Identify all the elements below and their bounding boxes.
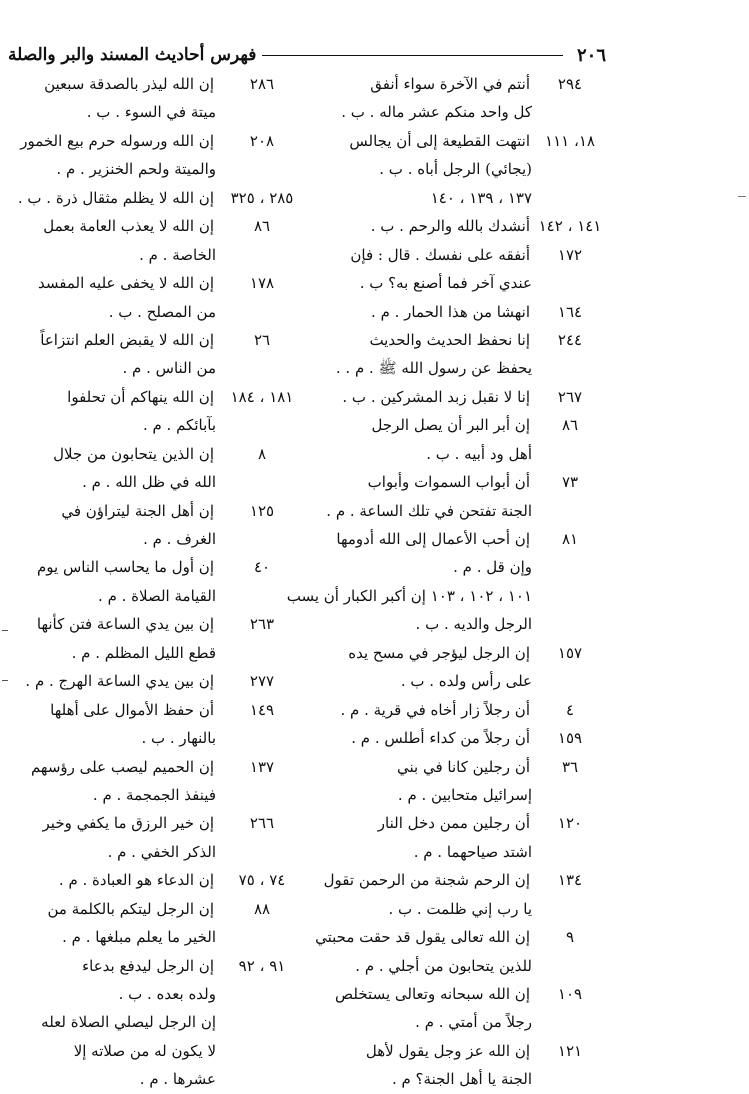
- entry-page-ref: [532, 354, 608, 382]
- entry-text: إن الله ينهاكم أن تحلفوا: [67, 387, 214, 406]
- entry-text: لا يكون له من صلاته إلا: [73, 1041, 216, 1060]
- entry-page-ref: [216, 1008, 308, 1036]
- entry-page-ref: ١٦٤: [557, 302, 583, 321]
- entry-page-ref: [532, 1008, 608, 1036]
- index-column-right: [286, 70, 608, 1094]
- entry-text: ١٣٧ ، ١٣٩ ، ١٤٠: [430, 188, 532, 207]
- entry-page-ref: [216, 1037, 308, 1065]
- margin-mark: [2, 630, 8, 631]
- entry-text: قطع الليل المظلم . م .: [71, 643, 216, 662]
- index-entry-line: [312, 923, 608, 951]
- entry-page-ref: ٨٨: [253, 899, 271, 918]
- entry-page-ref: [532, 610, 608, 638]
- entry-text: إن الرحم شجنة من الرحمن تقول: [323, 871, 530, 890]
- entry-text: أن رجلين كانا في بني: [396, 757, 530, 776]
- index-entry-line: [312, 326, 608, 354]
- entry-text: إن الله لا يعذب العامة بعمل: [43, 217, 214, 236]
- entry-text: ١٠١ ، ١٠٢ ، ١٠٣ إن أكبر الكبار أن يسب: [286, 586, 532, 605]
- entry-text: يحفظ عن رسول الله ﷺ . م . .: [335, 359, 532, 378]
- entry-text: إن الله تعالى يقول قد حقت محبتي: [315, 928, 530, 947]
- entry-page-ref: ١٨١ ، ١٨٤: [230, 387, 294, 406]
- entry-page-ref: [216, 724, 308, 752]
- entry-text: إن أحب الأعمال إلى الله أدومها: [336, 530, 530, 548]
- entry-page-ref: ٢٧٧: [249, 672, 275, 691]
- entry-text: انهشا من هذا الحمار . م .: [371, 302, 530, 321]
- entry-page-ref: [216, 468, 308, 496]
- entry-page-ref: ١٧٨: [249, 274, 275, 293]
- index-entry-line: [8, 895, 308, 923]
- entry-text: للذين يتحابون من أجلي . م .: [355, 956, 532, 975]
- entry-text: عندي آخر فما أصنع به؟ ب .: [359, 274, 532, 293]
- index-entry-line: [8, 696, 308, 724]
- entry-text: إن الرجل ليصلي الصلاة لعله: [41, 1013, 216, 1032]
- entry-page-ref: ١٤٩: [249, 700, 275, 719]
- entry-text: إنا نحفظ الحديث والحديث: [369, 330, 530, 349]
- entry-page-ref: [532, 155, 608, 183]
- entry-page-ref: [216, 582, 308, 610]
- entry-page-ref: ٢٨٥ ، ٣٢٥: [230, 188, 294, 207]
- index-entry-line: [312, 1065, 608, 1093]
- index-entry-line: [312, 127, 608, 155]
- index-entry-line: [8, 781, 308, 809]
- entry-text: كل واحد منكم عشر ماله . ب .: [341, 103, 532, 122]
- entry-text: إن الذين يتحابون من جلال: [53, 444, 214, 463]
- entry-text: أن أبواب السموات وأبواب: [367, 473, 530, 492]
- entry-text: إن الدعاء هو العبادة . م .: [58, 871, 214, 890]
- index-entry-line: [8, 610, 308, 638]
- entry-page-ref: [532, 553, 608, 581]
- index-entry-line: [312, 383, 608, 411]
- entry-text: إن الرجل ليدفع بدعاء: [82, 956, 214, 975]
- entry-page-ref: [216, 241, 308, 269]
- index-entry-line: [312, 952, 608, 980]
- entry-page-ref: ١٣٤: [557, 871, 583, 890]
- entry-page-ref: [216, 781, 308, 809]
- index-entry-line: [8, 952, 308, 980]
- index-entry-line: [312, 411, 608, 439]
- entry-page-ref: ١٨، ١١١: [545, 131, 595, 150]
- entry-page-ref: ٢٨٦: [249, 75, 275, 93]
- index-entry-line: [312, 468, 608, 496]
- index-entry-line: [8, 838, 308, 866]
- entry-page-ref: ١٧٢: [557, 245, 583, 264]
- index-entry-line: [8, 923, 308, 951]
- entry-page-ref: [532, 781, 608, 809]
- entry-page-ref: [216, 838, 308, 866]
- index-entry-line: [312, 525, 608, 553]
- index-entry-line: [8, 866, 308, 894]
- index-entry-line: [8, 468, 308, 496]
- index-entry-line: [8, 553, 308, 581]
- entry-text: إن أهل الجنة ليتراؤن في: [61, 501, 214, 520]
- index-entry-line: [8, 155, 308, 183]
- index-entry-line: [8, 724, 308, 752]
- entry-text: إن الله لا يظلم مثقال ذرة . ب .: [17, 188, 214, 207]
- entry-page-ref: ٨١: [561, 530, 579, 548]
- entry-page-ref: [216, 411, 308, 439]
- index-entry-line: [8, 1008, 308, 1036]
- index-entry-line: [312, 895, 608, 923]
- entry-page-ref: ٩: [565, 928, 575, 947]
- entry-text: أن رجلين ممن دخل النار: [377, 814, 530, 833]
- entry-text: أن حفظ الأموال على أهلها: [50, 700, 214, 719]
- entry-page-ref: ٢٩٤: [557, 75, 583, 93]
- index-entry-line: [8, 411, 308, 439]
- entry-text: (يجائي) الرجل أباه . ب .: [379, 160, 532, 179]
- entry-page-ref: [216, 298, 308, 326]
- index-entry-line: [8, 497, 308, 525]
- index-entry-line: [8, 241, 308, 269]
- index-entry-line: [312, 354, 608, 382]
- entry-text: عشرها . م .: [139, 1070, 216, 1089]
- index-entry-line: [8, 1037, 308, 1065]
- index-entry-line: [8, 582, 308, 610]
- entry-text: القيامة الصلاة . م .: [98, 586, 216, 605]
- entry-page-ref: ٢٦٣: [249, 615, 275, 634]
- entry-page-ref: ٨٦: [253, 217, 271, 236]
- entry-text: اشتد صياحهما . م .: [413, 842, 532, 861]
- index-entry-line: [312, 440, 608, 468]
- entry-text: إن أبر البر أن يصل الرجل: [371, 416, 530, 435]
- entry-page-ref: [216, 354, 308, 382]
- entry-page-ref: ١٤١ ، ١٤٢: [538, 217, 602, 236]
- entry-text: إن الحميم ليصب على رؤسهم: [30, 757, 214, 776]
- index-entry-line: [312, 298, 608, 326]
- header-rule: [262, 55, 563, 56]
- entry-text: إن أول ما يحاسب الناس يوم: [36, 558, 214, 577]
- index-entry-line: [312, 553, 608, 581]
- entry-page-ref: ١٢٥: [249, 501, 275, 520]
- entry-text: الله في ظل الله . م .: [82, 473, 216, 492]
- index-entry-line: [312, 155, 608, 183]
- index-entry-line: [8, 70, 308, 98]
- entry-text: الغرف . م .: [143, 530, 216, 548]
- index-entry-line: [312, 696, 608, 724]
- entry-text: يا رب إني ظلمت . ب .: [388, 899, 532, 918]
- margin-mark: [738, 196, 746, 197]
- entry-page-ref: [216, 155, 308, 183]
- entry-text: إن الرجل ليؤجر في مسح يده: [348, 643, 530, 662]
- entry-text: بالنهار . ب .: [141, 729, 216, 748]
- entry-page-ref: [216, 923, 308, 951]
- entry-text: أنفقه على نفسك . قال : فإن: [350, 245, 530, 264]
- entry-page-ref: ١٥٩: [557, 729, 583, 748]
- index-entry-line: [8, 269, 308, 297]
- index-entry-line: [8, 525, 308, 553]
- entry-page-ref: [532, 582, 608, 610]
- entry-text: أنتم في الآخرة سواء أنفق: [370, 75, 530, 93]
- index-entry-line: [8, 639, 308, 667]
- entry-text: إن الله لا يخفى عليه المفسد: [37, 274, 214, 293]
- index-entry-line: [312, 212, 608, 240]
- index-entry-line: [286, 582, 608, 610]
- entry-page-ref: [216, 1065, 308, 1093]
- entry-text: إن الله لا يقبض العلم انتزاعاً: [40, 330, 214, 349]
- entry-page-ref: [532, 1065, 608, 1093]
- entry-text: إن بين يدي الساعة الهرج . م .: [25, 672, 214, 691]
- entry-page-ref: [216, 639, 308, 667]
- entry-text: فينفذ الجمجمة . م .: [92, 785, 216, 804]
- index-entry-line: [312, 98, 608, 126]
- entry-text: انتهت القطيعة إلى أن يجالس: [349, 131, 530, 150]
- page-number: ٢٠٦: [576, 44, 606, 66]
- index-entry-line: [8, 212, 308, 240]
- running-title: فهرس أحاديث المسند والبر والصلة: [8, 45, 257, 65]
- entry-page-ref: ٣٦: [561, 757, 579, 776]
- entry-page-ref: [532, 952, 608, 980]
- index-entry-line: [8, 98, 308, 126]
- entry-text: ولده بعده . ب .: [118, 985, 216, 1003]
- entry-text: على رأس ولده . ب .: [400, 672, 532, 691]
- entry-page-ref: ٢٦٧: [557, 387, 583, 406]
- entry-page-ref: [532, 184, 608, 212]
- entry-text: أن رجلاً من كداء أطلس . م .: [351, 729, 530, 748]
- entry-text: الرجل والديه . ب .: [415, 615, 532, 634]
- entry-page-ref: [532, 895, 608, 923]
- index-entry-line: [312, 809, 608, 837]
- index-entry-line: [8, 667, 308, 695]
- index-entry-line: [8, 326, 308, 354]
- index-entry-line: [8, 354, 308, 382]
- entry-page-ref: ١٢١: [557, 1041, 583, 1060]
- index-entry-line: [8, 980, 308, 1008]
- index-entry-line: [312, 753, 608, 781]
- entry-text: الخير ما يعلم مبلغها . م .: [62, 928, 216, 947]
- entry-page-ref: [532, 667, 608, 695]
- index-entry-line: [312, 1037, 608, 1065]
- entry-text: رجلاً من أمتي . م .: [415, 1013, 532, 1032]
- entry-page-ref: ٤٠: [253, 558, 271, 577]
- entry-text: الخاصة . م .: [139, 245, 216, 264]
- entry-page-ref: ١٥٧: [557, 643, 583, 662]
- entry-text: إن الله ورسوله حرم بيع الخمور: [20, 131, 214, 150]
- entry-text: الجنة يا أهل الجنة؟ م .: [391, 1070, 532, 1089]
- entry-page-ref: ٧٣: [561, 473, 579, 492]
- entry-text: الجنة تفتحن في تلك الساعة . م .: [326, 501, 532, 520]
- index-entry-line: [312, 838, 608, 866]
- entry-text: إن خير الرزق ما يكفي وخير: [42, 814, 214, 833]
- index-entry-line: [312, 980, 608, 1008]
- entry-text: إن الله ليذر بالصدقة سبعين: [44, 75, 214, 93]
- entry-text: من الناس . م .: [122, 359, 216, 378]
- entry-page-ref: [532, 497, 608, 525]
- entry-page-ref: [216, 98, 308, 126]
- entry-text: ميتة في السوء . ب .: [86, 103, 216, 122]
- entry-page-ref: [532, 440, 608, 468]
- entry-text: إن الله عز وجل يقول لأهل: [365, 1041, 530, 1060]
- index-entry-line: [312, 724, 608, 752]
- entry-page-ref: ٢٤٤: [557, 330, 583, 349]
- page-header: [8, 40, 606, 70]
- entry-text: إن الله سبحانه وتعالى يستخلص: [335, 985, 530, 1003]
- entry-page-ref: [532, 98, 608, 126]
- entry-text: أن رجلاً زار أخاه في قرية . م .: [340, 700, 530, 719]
- entry-page-ref: ٨: [257, 444, 267, 463]
- index-entry-line: [312, 781, 608, 809]
- index-entry-line: [312, 497, 608, 525]
- index-entry-line: [8, 1065, 308, 1093]
- index-entry-line: [312, 866, 608, 894]
- index-entry-line: [312, 269, 608, 297]
- index-entry-line: [312, 610, 608, 638]
- entry-page-ref: ١٣٧: [249, 757, 275, 776]
- entry-page-ref: ٤: [565, 700, 575, 719]
- entry-page-ref: [532, 838, 608, 866]
- entry-text: من المصلح . ب .: [108, 302, 216, 321]
- index-entry-line: [8, 440, 308, 468]
- entry-page-ref: [216, 525, 308, 553]
- index-entry-line: [312, 70, 608, 98]
- entry-text: إنا لا نقبل زبد المشركين . ب .: [342, 387, 530, 406]
- margin-mark: [2, 680, 8, 681]
- entry-page-ref: ٢٦: [253, 330, 271, 349]
- entry-text: أهل ود أبيه . ب .: [426, 444, 532, 463]
- index-entry-line: [8, 127, 308, 155]
- entry-text: أنشدك بالله والرحم . ب .: [370, 217, 530, 236]
- entry-page-ref: ١٠٩: [557, 985, 583, 1003]
- entry-text: بآبائكم . م .: [142, 416, 216, 435]
- entry-text: إسرائيل متحابين . م .: [397, 785, 532, 804]
- index-entry-line: [8, 298, 308, 326]
- index-entry-line: [8, 184, 308, 212]
- entry-text: إن الرجل ليتكم بالكلمة من: [47, 899, 214, 918]
- entry-text: وإن قل . م .: [453, 558, 532, 577]
- index-entry-line: [312, 1008, 608, 1036]
- index-entry-line: [8, 383, 308, 411]
- entry-page-ref: ٩١ ، ٩٢: [238, 956, 286, 975]
- entry-page-ref: ٧٤ ، ٧٥: [238, 871, 286, 890]
- index-entry-line: [312, 184, 608, 212]
- index-entry-line: [312, 241, 608, 269]
- entry-page-ref: ٢٦٦: [249, 814, 275, 833]
- index-entry-line: [312, 639, 608, 667]
- index-entry-line: [8, 809, 308, 837]
- index-entry-line: [8, 753, 308, 781]
- entry-page-ref: [532, 269, 608, 297]
- entry-text: الذكر الخفي . م .: [107, 842, 216, 861]
- entry-text: إن بين يدي الساعة فتن كأنها: [36, 615, 214, 634]
- entry-page-ref: ٢٠٨: [249, 131, 275, 150]
- index-entry-line: [312, 667, 608, 695]
- entry-page-ref: ٨٦: [561, 416, 579, 435]
- index-column-left: [8, 70, 308, 1094]
- entry-page-ref: ١٢٠: [557, 814, 583, 833]
- entry-page-ref: [216, 980, 308, 1008]
- entry-text: والميتة ولحم الخنزير . م .: [56, 160, 216, 179]
